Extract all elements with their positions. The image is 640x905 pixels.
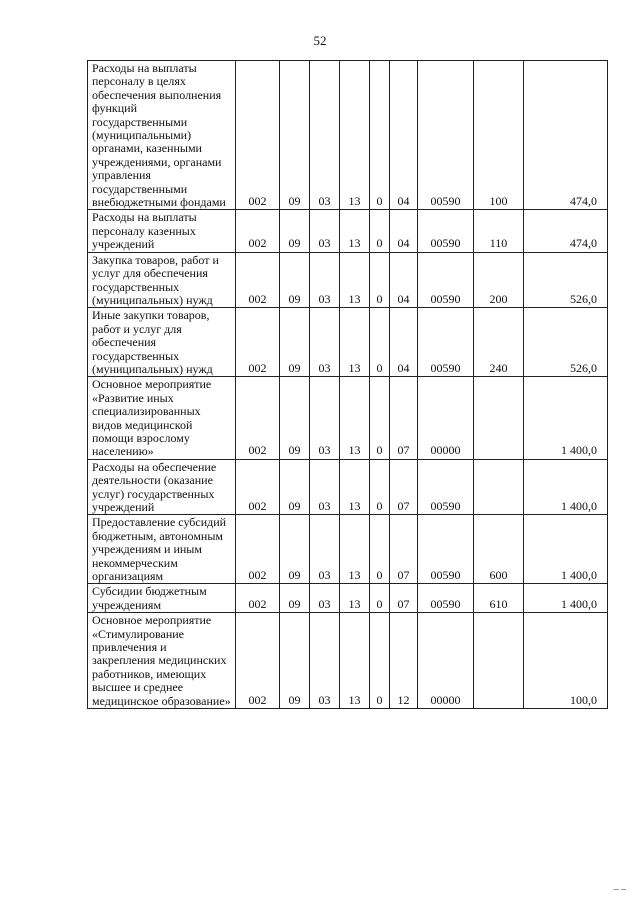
expense-name-cell: Расходы на выплаты персоналу казенных учреждений bbox=[88, 210, 236, 252]
code-cell-c8 bbox=[474, 613, 524, 709]
code-cell-c5: 0 bbox=[370, 61, 390, 210]
expense-name-cell: Основное мероприятие «Развитие иных специализированных видов медицинской помощи взрослому населению» bbox=[88, 377, 236, 459]
table-row bbox=[88, 210, 608, 252]
amount-cell: 1 400,0 bbox=[524, 515, 608, 584]
code-cell-c8: 100 bbox=[474, 61, 524, 210]
code-cell-c3: 03 bbox=[310, 252, 340, 308]
budget-table bbox=[87, 60, 608, 709]
code-cell-c5: 0 bbox=[370, 252, 390, 308]
table-row bbox=[88, 515, 608, 584]
amount-cell: 1 400,0 bbox=[524, 377, 608, 459]
code-cell-c1: 002 bbox=[236, 61, 280, 210]
code-cell-c8 bbox=[474, 377, 524, 459]
corner-mark: – – bbox=[613, 884, 626, 895]
code-cell-c3: 03 bbox=[310, 377, 340, 459]
code-cell-c8: 110 bbox=[474, 210, 524, 252]
expense-name-cell: Расходы на выплаты персоналу в целях обеспечения выполнения функций государственными (муниципальными) органами, казенными учреждениями, органами управления государственными внебюджетными фондами bbox=[88, 61, 236, 210]
expense-name-cell: Основное мероприятие «Стимулирование привлечения и закрепления медицинских работников, имеющих высшее и среднее медицинское образование» bbox=[88, 613, 236, 709]
code-cell-c1: 002 bbox=[236, 459, 280, 515]
expense-name-cell: Субсидии бюджетным учреждениям bbox=[88, 584, 236, 613]
table-row bbox=[88, 252, 608, 308]
amount-cell: 474,0 bbox=[524, 210, 608, 252]
code-cell-c4: 13 bbox=[340, 584, 370, 613]
amount-cell: 1 400,0 bbox=[524, 459, 608, 515]
code-cell-c1: 002 bbox=[236, 252, 280, 308]
code-cell-c8: 200 bbox=[474, 252, 524, 308]
table-row bbox=[88, 377, 608, 459]
code-cell-c7: 00590 bbox=[418, 61, 474, 210]
code-cell-c7: 00590 bbox=[418, 459, 474, 515]
code-cell-c4: 13 bbox=[340, 515, 370, 584]
code-cell-c8: 600 bbox=[474, 515, 524, 584]
code-cell-c5: 0 bbox=[370, 308, 390, 377]
code-cell-c2: 09 bbox=[280, 584, 310, 613]
code-cell-c5: 0 bbox=[370, 210, 390, 252]
amount-cell: 526,0 bbox=[524, 308, 608, 377]
amount-cell: 474,0 bbox=[524, 61, 608, 210]
page-number: 52 bbox=[313, 33, 327, 48]
table-row bbox=[88, 613, 608, 709]
code-cell-c3: 03 bbox=[310, 308, 340, 377]
code-cell-c5: 0 bbox=[370, 584, 390, 613]
code-cell-c6: 04 bbox=[390, 308, 418, 377]
table-row bbox=[88, 308, 608, 377]
code-cell-c2: 09 bbox=[280, 61, 310, 210]
code-cell-c6: 04 bbox=[390, 210, 418, 252]
code-cell-c2: 09 bbox=[280, 459, 310, 515]
code-cell-c7: 00000 bbox=[418, 377, 474, 459]
code-cell-c2: 09 bbox=[280, 210, 310, 252]
amount-cell: 1 400,0 bbox=[524, 584, 608, 613]
code-cell-c3: 03 bbox=[310, 613, 340, 709]
code-cell-c4: 13 bbox=[340, 377, 370, 459]
code-cell-c2: 09 bbox=[280, 252, 310, 308]
code-cell-c5: 0 bbox=[370, 515, 390, 584]
code-cell-c3: 03 bbox=[310, 584, 340, 613]
code-cell-c4: 13 bbox=[340, 613, 370, 709]
expense-name-cell: Расходы на обеспечение деятельности (оказание услуг) государственных учреждений bbox=[88, 459, 236, 515]
expense-name-cell: Закупка товаров, работ и услуг для обеспечения государственных (муниципальных) нужд bbox=[88, 252, 236, 308]
code-cell-c3: 03 bbox=[310, 515, 340, 584]
code-cell-c8: 610 bbox=[474, 584, 524, 613]
code-cell-c1: 002 bbox=[236, 584, 280, 613]
code-cell-c7: 00590 bbox=[418, 515, 474, 584]
table-row bbox=[88, 584, 608, 613]
code-cell-c4: 13 bbox=[340, 210, 370, 252]
code-cell-c6: 04 bbox=[390, 61, 418, 210]
code-cell-c4: 13 bbox=[340, 61, 370, 210]
table-row bbox=[88, 61, 608, 210]
code-cell-c4: 13 bbox=[340, 308, 370, 377]
table-row bbox=[88, 459, 608, 515]
expense-name-cell: Предоставление субсидий бюджетным, автономным учреждениям и иным некоммерческим организациям bbox=[88, 515, 236, 584]
amount-cell: 100,0 bbox=[524, 613, 608, 709]
code-cell-c6: 04 bbox=[390, 252, 418, 308]
code-cell-c2: 09 bbox=[280, 613, 310, 709]
code-cell-c5: 0 bbox=[370, 613, 390, 709]
code-cell-c4: 13 bbox=[340, 459, 370, 515]
code-cell-c2: 09 bbox=[280, 377, 310, 459]
code-cell-c2: 09 bbox=[280, 308, 310, 377]
code-cell-c3: 03 bbox=[310, 61, 340, 210]
code-cell-c7: 00000 bbox=[418, 613, 474, 709]
code-cell-c1: 002 bbox=[236, 613, 280, 709]
code-cell-c6: 07 bbox=[390, 377, 418, 459]
code-cell-c7: 00590 bbox=[418, 210, 474, 252]
code-cell-c6: 07 bbox=[390, 515, 418, 584]
code-cell-c6: 07 bbox=[390, 459, 418, 515]
code-cell-c8: 240 bbox=[474, 308, 524, 377]
code-cell-c2: 09 bbox=[280, 515, 310, 584]
code-cell-c6: 12 bbox=[390, 613, 418, 709]
code-cell-c1: 002 bbox=[236, 515, 280, 584]
code-cell-c7: 00590 bbox=[418, 252, 474, 308]
code-cell-c7: 00590 bbox=[418, 308, 474, 377]
code-cell-c1: 002 bbox=[236, 210, 280, 252]
amount-cell: 526,0 bbox=[524, 252, 608, 308]
code-cell-c3: 03 bbox=[310, 459, 340, 515]
code-cell-c1: 002 bbox=[236, 377, 280, 459]
code-cell-c5: 0 bbox=[370, 459, 390, 515]
code-cell-c7: 00590 bbox=[418, 584, 474, 613]
code-cell-c6: 07 bbox=[390, 584, 418, 613]
code-cell-c3: 03 bbox=[310, 210, 340, 252]
code-cell-c8 bbox=[474, 459, 524, 515]
code-cell-c1: 002 bbox=[236, 308, 280, 377]
expense-name-cell: Иные закупки товаров, работ и услуг для обеспечения государственных (муниципальных) нужд bbox=[88, 308, 236, 377]
code-cell-c4: 13 bbox=[340, 252, 370, 308]
code-cell-c5: 0 bbox=[370, 377, 390, 459]
